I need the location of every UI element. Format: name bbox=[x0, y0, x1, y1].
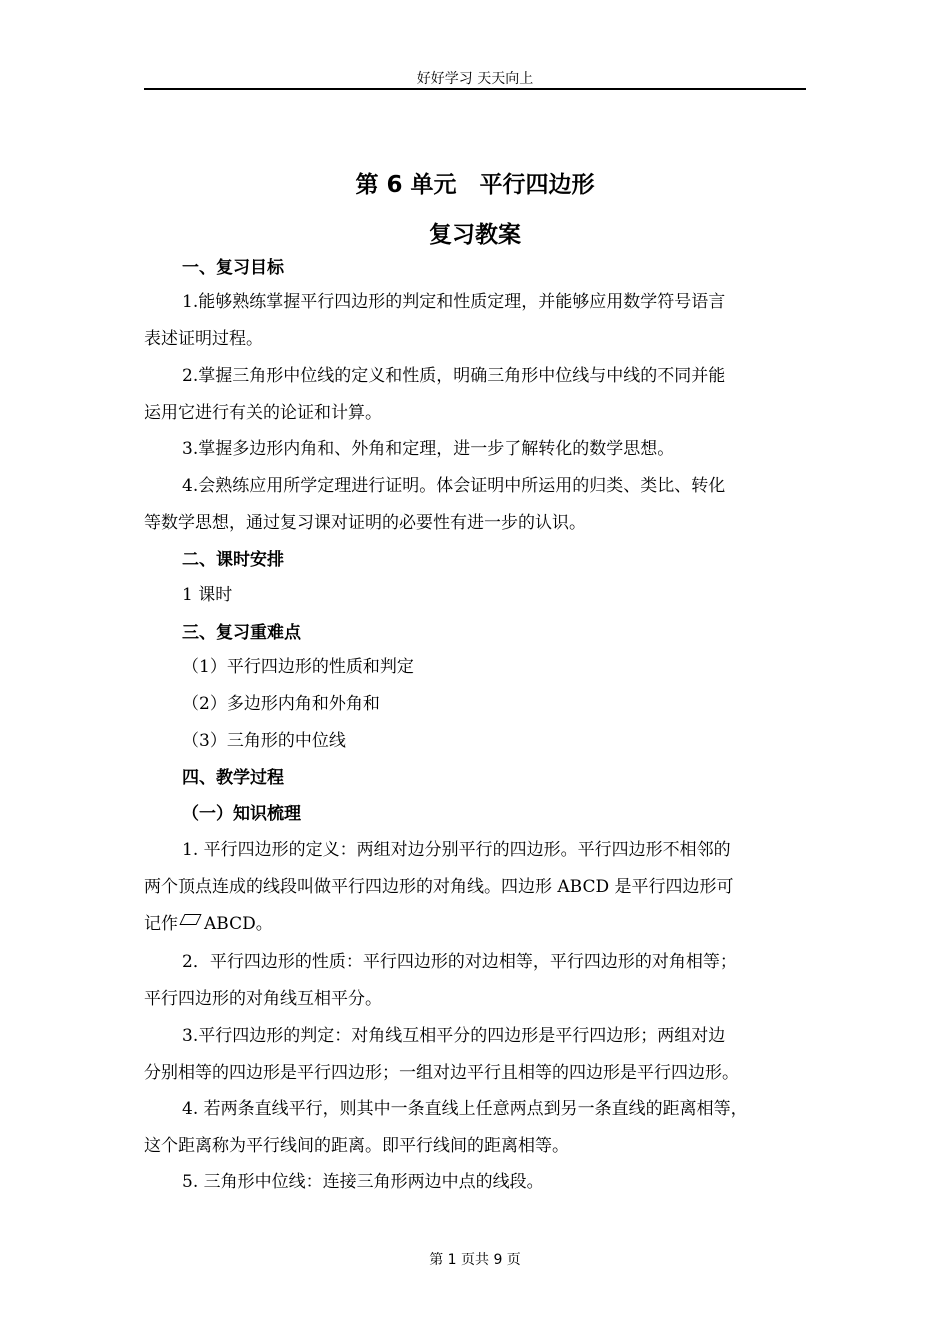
knowledge-2-line-1: 2．平行四边形的性质：平行四边形的对边相等，平行四边形的对角相等； bbox=[182, 952, 737, 972]
key-point-3: （3）三角形的中位线 bbox=[182, 731, 346, 751]
section-heading-schedule: 二、课时安排 bbox=[182, 550, 284, 570]
schedule-text: 1 课时 bbox=[182, 585, 233, 605]
knowledge-1-line-1: 1. 平行四边形的定义：两组对边分别平行的四边形。平行四边形不相邻的 bbox=[182, 840, 731, 860]
goal-4-line-2: 等数学思想，通过复习课对证明的必要性有进一步的认识。 bbox=[144, 513, 586, 533]
goal-2-line-1: 2.掌握三角形中位线的定义和性质，明确三角形中位线与中线的不同并能 bbox=[182, 366, 726, 386]
knowledge-4-line-1: 4. 若两条直线平行，则其中一条直线上任意两点到另一条直线的距离相等， bbox=[182, 1099, 748, 1119]
goal-3: 3.掌握多边形内角和、外角和定理，进一步了解转化的数学思想。 bbox=[182, 439, 675, 459]
knowledge-5: 5. 三角形中位线：连接三角形两边中点的线段。 bbox=[182, 1172, 544, 1192]
knowledge-3-line-1: 3.平行四边形的判定：对角线互相平分的四边形是平行四边形；两组对边 bbox=[182, 1026, 726, 1046]
knowledge-1-line-2: 两个顶点连成的线段叫做平行四边形的对角线。四边形 ABCD 是平行四边形可 bbox=[144, 877, 734, 897]
knowledge-4-line-2: 这个距离称为平行线间的距离。即平行线间的距离相等。 bbox=[144, 1136, 569, 1156]
knowledge-1-line-3 bbox=[144, 912, 810, 936]
goal-1-line-2: 表述证明过程。 bbox=[144, 329, 263, 349]
page-header: 好好学习 天天向上 bbox=[416, 71, 534, 87]
knowledge-2-line-2: 平行四边形的对角线互相平分。 bbox=[144, 989, 382, 1009]
goal-2-line-2: 运用它进行有关的论证和计算。 bbox=[144, 403, 382, 423]
lesson-title: 复习教案 bbox=[429, 222, 521, 248]
key-point-2: （2）多边形内角和外角和 bbox=[182, 694, 380, 714]
subsection-heading-knowledge: （一）知识梳理 bbox=[182, 804, 301, 824]
unit-title: 第 6 单元 平行四边形 bbox=[355, 172, 595, 198]
notation-prefix: 记作 bbox=[144, 914, 178, 934]
goal-1-line-1: 1.能够熟练掌握平行四边形的判定和性质定理，并能够应用数学符号语言 bbox=[182, 292, 726, 312]
page-footer: 第 1 页共 9 页 bbox=[429, 1252, 521, 1268]
notation-suffix: ABCD。 bbox=[204, 914, 273, 934]
section-heading-process: 四、教学过程 bbox=[182, 768, 284, 788]
parallelogram-symbol-icon bbox=[179, 914, 201, 925]
key-point-1: （1）平行四边形的性质和判定 bbox=[182, 657, 414, 677]
goal-4-line-1: 4.会熟练应用所学定理进行证明。体会证明中所运用的归类、类比、转化 bbox=[182, 476, 726, 496]
section-heading-goals: 一、复习目标 bbox=[182, 258, 284, 278]
section-heading-key-points: 三、复习重难点 bbox=[182, 623, 301, 643]
header-rule bbox=[144, 88, 806, 90]
knowledge-3-line-2: 分别相等的四边形是平行四边形；一组对边平行且相等的四边形是平行四边形。 bbox=[144, 1063, 739, 1083]
